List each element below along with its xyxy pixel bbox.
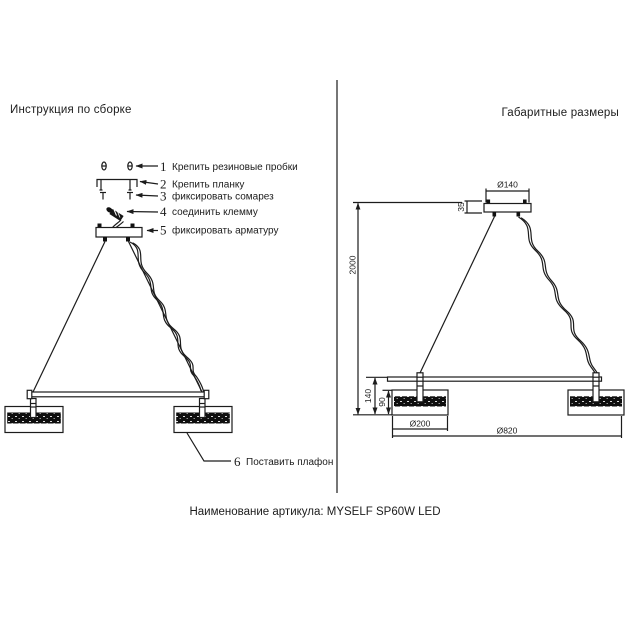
power-cord bbox=[130, 242, 204, 392]
article-caption: Наименование артикула: MYSELF SP60W LED bbox=[189, 506, 441, 518]
step-4-number: 4 bbox=[160, 204, 167, 219]
step-3-number: 3 bbox=[160, 188, 167, 204]
dim-drop-height bbox=[363, 377, 387, 414]
step-callouts bbox=[127, 159, 298, 238]
step-1-number: 1 bbox=[160, 159, 167, 174]
rubber-plugs bbox=[102, 162, 132, 170]
dim-label-overall-diameter: Ø820 bbox=[496, 425, 518, 436]
step-2-number: 2 bbox=[160, 176, 167, 192]
parts-exploded-view bbox=[96, 159, 298, 242]
shade-callout bbox=[187, 433, 333, 469]
dim-suspension-length bbox=[348, 203, 463, 415]
dim-suspension-cables bbox=[420, 217, 599, 376]
step-2-label: Крепить планку bbox=[172, 179, 245, 191]
frame-bar bbox=[27, 390, 209, 398]
dimensions-drawing bbox=[348, 180, 625, 439]
dim-label-canopy-height: 35 bbox=[456, 202, 466, 212]
dim-canopy-diameter bbox=[486, 180, 529, 203]
step-1-label: Крепить резиновые пробки bbox=[172, 162, 298, 173]
step-6-label: Поставить плафон bbox=[246, 457, 334, 468]
step-6-number: 6 bbox=[234, 454, 241, 469]
terminal-clamp bbox=[105, 206, 123, 228]
step-5-label: фиксировать арматуру bbox=[172, 225, 279, 237]
step-4-label: соединить клемму bbox=[172, 207, 258, 218]
left-fixture-drawing bbox=[5, 242, 333, 470]
canopy bbox=[96, 224, 142, 242]
step-5-number: 5 bbox=[160, 222, 167, 238]
mounting-strap bbox=[97, 180, 137, 191]
screws bbox=[100, 193, 133, 200]
step-3-label: фиксировать сомарез bbox=[172, 191, 274, 203]
dim-label-canopy-diameter: Ø140 bbox=[497, 179, 518, 190]
dim-label-drop-height: 140 bbox=[363, 388, 373, 404]
suspension-cables bbox=[33, 242, 202, 393]
dim-label-suspension-length: 2000 bbox=[347, 255, 358, 275]
dim-shade-diameter bbox=[393, 416, 448, 438]
dim-label-shade-diameter: Ø200 bbox=[409, 418, 431, 429]
dim-label-shade-height: 90 bbox=[377, 397, 387, 407]
dim-shade-height bbox=[377, 390, 392, 414]
right-section-title: Габаритные размеры bbox=[501, 107, 619, 119]
left-section-title: Инструкция по сборке bbox=[10, 104, 132, 116]
dim-canopy bbox=[484, 200, 531, 217]
